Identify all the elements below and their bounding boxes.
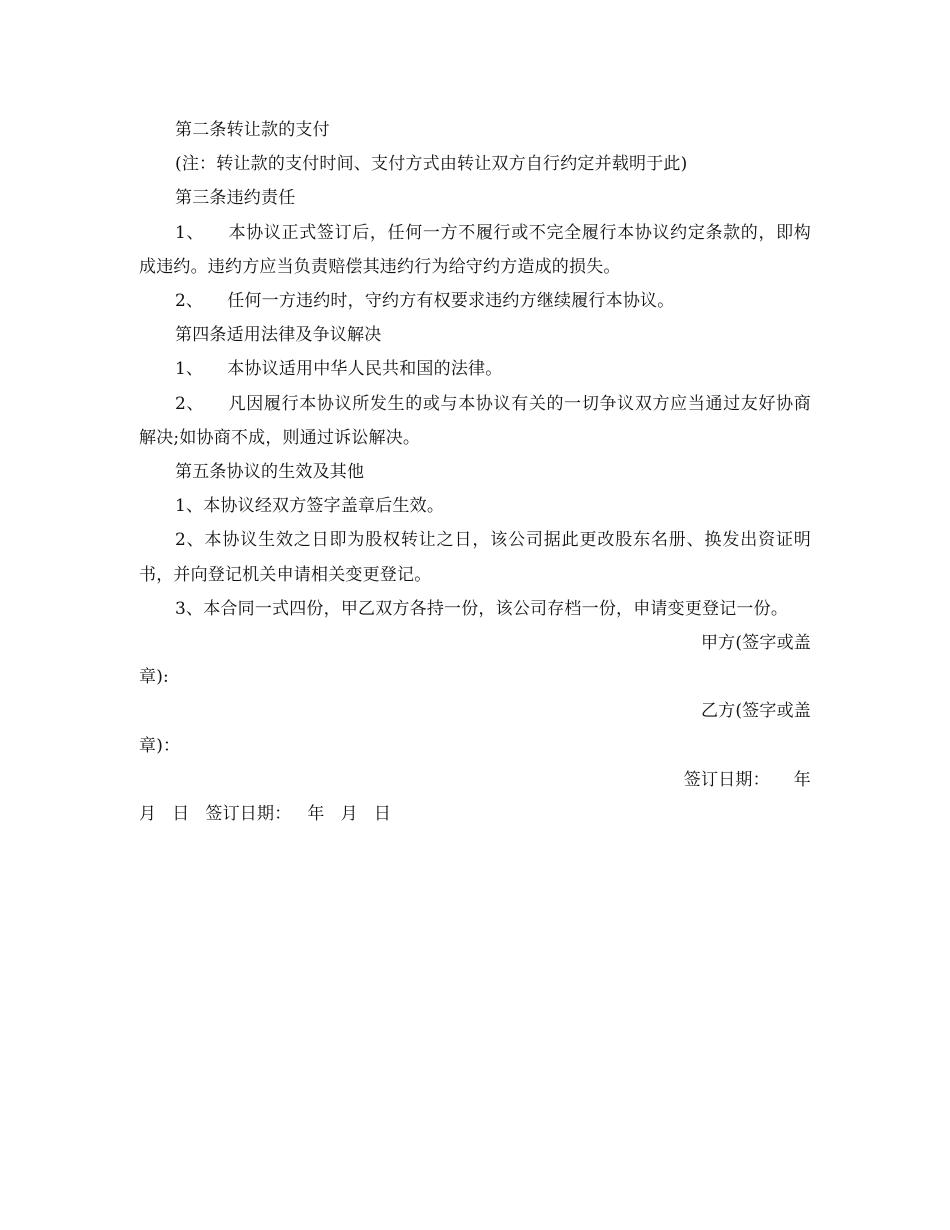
article5-item-3: 3、本合同一式四份，甲乙双方各持一份，该公司存档一份，申请变更登记一份。 [175, 598, 789, 619]
signing-date-label-2: 签订日期： [205, 804, 292, 825]
article3-item-2 [139, 284, 811, 318]
article4-item-2 [139, 387, 811, 455]
party-a-signature-label: 甲方(签字或盖 [700, 633, 811, 654]
document-page [139, 113, 811, 831]
article3-item-1-number: 1、 [175, 222, 205, 243]
article4-item-1-number: 1、 [175, 359, 204, 380]
article4-item-1 [139, 352, 811, 386]
article3-item-2-text: 任何一方违约时，守约方有权要求违约方继续履行本协议。 [227, 291, 675, 312]
article5-title: 第五条协议的生效及其他 [175, 462, 365, 483]
signing-date-label-1: 签订日期： [683, 769, 770, 790]
article3-item-1-text: 本协议正式签订后，任何一方不履行或不完全履行本协议约定条款的，即构成违约。违约方应当负责赔偿其违约行为给守约方造成的损失。 [139, 222, 811, 277]
party-a-signature-label-cont: 章): [139, 667, 169, 688]
article4-item-1-text: 本协议适用中华人民共和国的法律。 [227, 359, 503, 380]
party-b-signature-label-cont: 章)： [139, 735, 181, 756]
article5-item-1: 1、本协议经双方签字盖章后生效。 [175, 496, 445, 517]
signing-date-month-1: 月 [139, 804, 157, 825]
signing-date-year-2: 年 [307, 804, 325, 825]
article4-item-2-number: 2、 [175, 393, 205, 414]
party-b-signature-label: 乙方(签字或盖 [700, 701, 811, 722]
signing-date-line-2 [139, 797, 811, 831]
article3-title: 第三条违约责任 [175, 188, 296, 209]
signing-date-year-1: 年 [793, 769, 811, 790]
signing-date-day-2: 日 [373, 804, 392, 825]
article2-note: (注：转让款的支付时间、支付方式由转让双方自行约定并载明于此) [175, 154, 688, 175]
article4-item-2-text: 凡因履行本协议所发生的或与本协议有关的一切争议双方应当通过友好协商解决;如协商不成，则通过诉讼解决。 [139, 393, 811, 448]
article3-item-2-number: 2、 [175, 291, 204, 312]
article3-item-1 [139, 216, 811, 284]
article4-title: 第四条适用法律及争议解决 [175, 325, 382, 346]
article5-item-2: 2、本协议生效之日即为股权转让之日，该公司据此更改股东名册、换发出资证明书，并向登记机关申请相关变更登记。 [139, 530, 811, 585]
signing-date-day-1: 日 [172, 804, 190, 825]
signing-date-month-2: 月 [340, 804, 358, 825]
signing-date-line-1 [139, 763, 811, 797]
article2-title: 第二条转让款的支付 [175, 120, 330, 140]
